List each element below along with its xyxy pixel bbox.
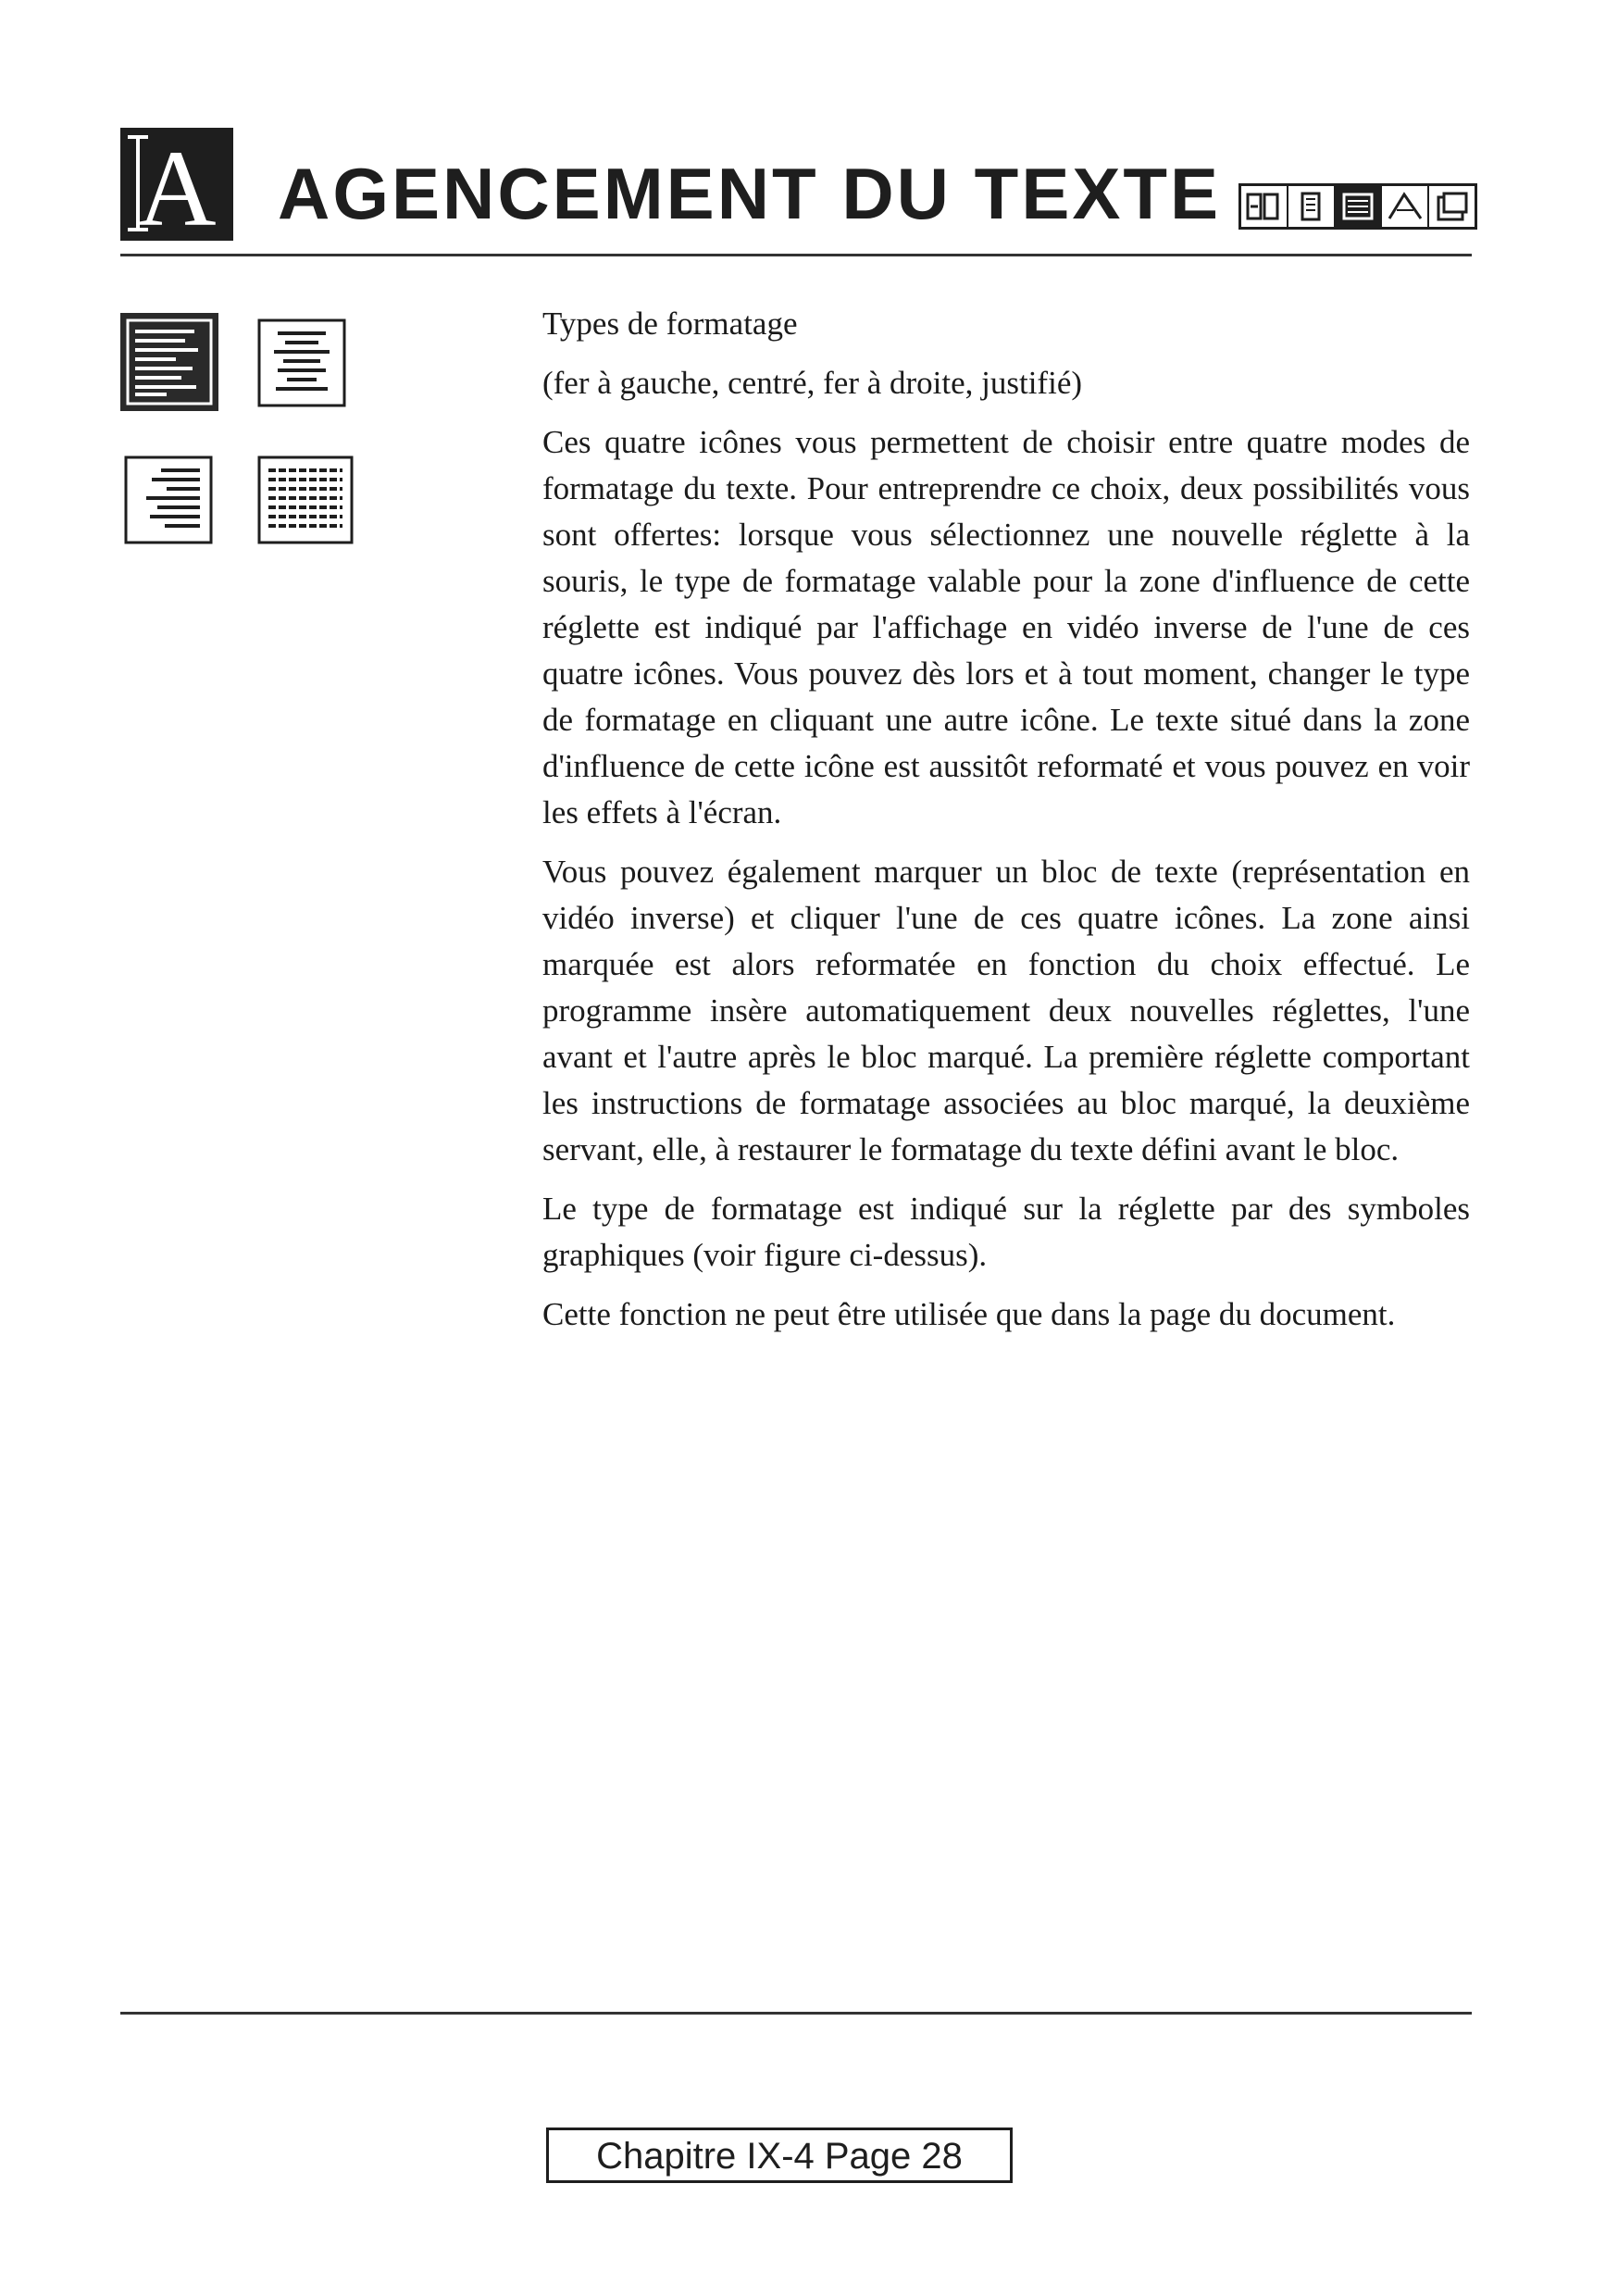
section-subheading: (fer à gauche, centré, fer à droite, justifié) [542, 365, 1083, 401]
section-heading: Types de formatage [542, 306, 798, 342]
page-footer: Chapitre IX-4 Page 28 [546, 2128, 1013, 2183]
chapter-badge-letter: A [137, 128, 217, 249]
sheet-icon [1429, 186, 1475, 227]
text-format-icon [1241, 186, 1288, 227]
align-right-icon [124, 455, 213, 544]
align-left-icon [120, 313, 209, 402]
chapter-badge [120, 128, 233, 249]
footer-rule [120, 2012, 1472, 2015]
paragraph: Ces quatre icônes vous permettent de choisir entre quatre modes de formatage du texte. Pour entreprendre ce choix, deux possibilités vous sont offertes: lorsque vous sélectionnez une nouvelle réglette à la souris, le type de formatage valable pour la zone d'influence de cette réglette est indiqué par l'affichage en vidéo inverse de l'une de ces quatre icônes. Vous pouvez dès lors et à tout moment, changer le type de formatage en cliquant une autre icône. Le texte situé dans la zone d'influence de cette icône est aussitôt reformaté et vous pouvez en voir les effets à l'écran. [542, 424, 1470, 830]
paragraph: Cette fonction ne peut être utilisée que dans la page du document. [542, 1296, 1396, 1332]
page-title: AGENCEMENT DU TEXTE [278, 153, 1222, 234]
align-center-icon [257, 318, 346, 407]
page-icon [1336, 186, 1383, 227]
paragraph: Vous pouvez également marquer un bloc de texte (représentation en vidéo inverse) et cliquer l'une de ces quatre icônes. La zone ainsi marquée est alors reformatée en fonction du choix effectué. Le programme insère automatiquement deux nouvelles réglettes, l'une avant et l'autre après le bloc marqué. La première réglette comportant les instructions de formatage associées au bloc marqué, la deuxième servant, elle, à restaurer le formatage du texte défini avant le bloc. [542, 854, 1470, 1167]
icon-strip [1238, 183, 1477, 230]
body-text [542, 301, 1470, 1351]
paragraph: Le type de formatage est indiqué sur la réglette par des symboles graphiques (voir figure ci-dessus). [542, 1191, 1470, 1273]
image-icon [1382, 186, 1429, 227]
justify-icon [257, 455, 346, 544]
header-rule [120, 254, 1472, 256]
ruler-icon [1288, 186, 1336, 227]
